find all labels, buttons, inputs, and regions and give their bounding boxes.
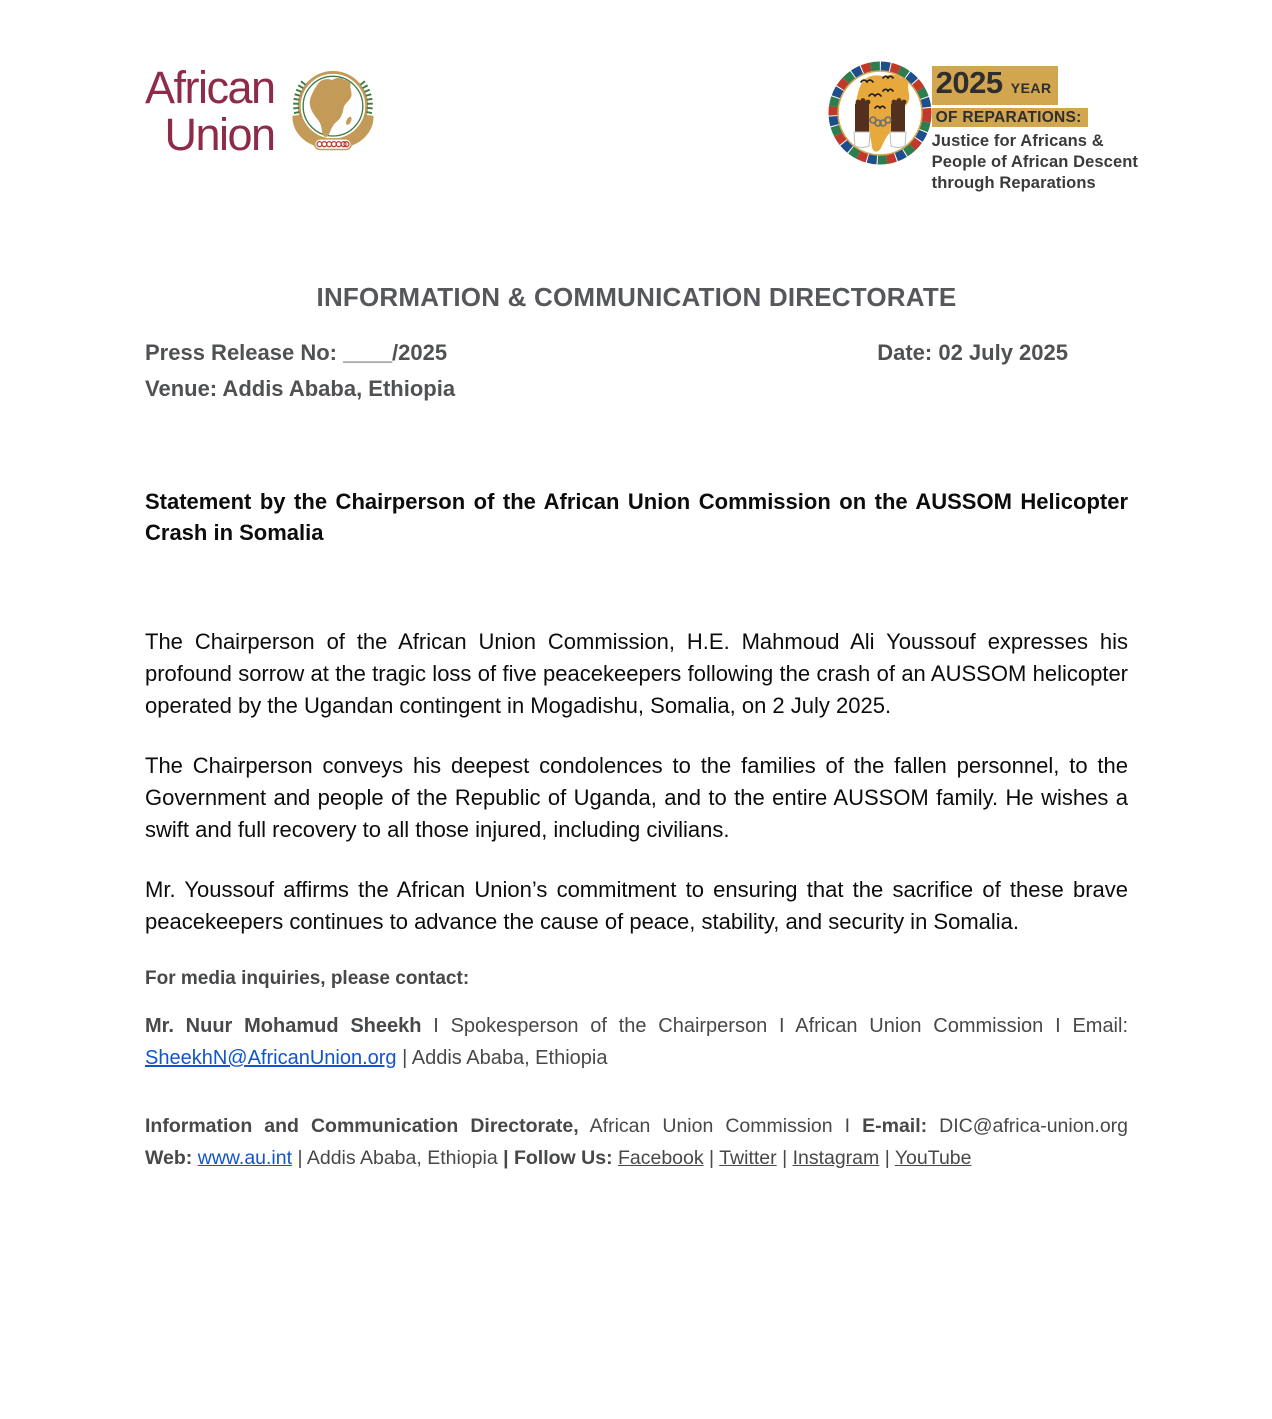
separator: I: [779, 1015, 785, 1037]
footer-location: | Addis Ababa, Ethiopia: [297, 1147, 498, 1169]
african-union-emblem-icon: [279, 58, 385, 162]
statement-paragraph-1: The Chairperson of the African Union Commission, H.E. Mahmoud Ali Youssouf expresses his profound sorrow at the tragic loss of five peacekeepers following the crash of an AUSSOM helicopter operated by the Ugandan contingent in Mogadishu, Somalia, on 2 July 2025.: [145, 629, 1128, 718]
footer-email: DIC@africa-union.org: [939, 1115, 1129, 1137]
separator: |: [782, 1147, 788, 1169]
separator: |: [709, 1147, 715, 1169]
contact-email-link[interactable]: SheekhN@AfricanUnion.org: [145, 1047, 397, 1069]
separator: I: [844, 1115, 851, 1137]
footer-org: African Union Commission: [589, 1115, 833, 1137]
statement-title: Statement by the Chairperson of the African Union Commission on the AUSSOM Helicopter Crash in Somalia: [145, 489, 1128, 545]
au-wordmark-line2: Union: [164, 109, 275, 160]
contact-name: Mr. Nuur Mohamud Sheekh: [145, 1015, 422, 1037]
contact-org: African Union Commission: [795, 1015, 1044, 1037]
au-wordmark-line1: African: [145, 62, 275, 113]
social-link-instagram[interactable]: Instagram: [792, 1147, 880, 1169]
press-release-number: Press Release No: ____/2025: [145, 340, 448, 365]
reparations-emblem-icon: [824, 58, 936, 168]
contact-location: | Addis Ababa, Ethiopia: [402, 1047, 608, 1069]
document-content: [0, 282, 1272, 1174]
footer-web-link[interactable]: www.au.int: [197, 1147, 293, 1169]
statement-paragraph-2: The Chairperson conveys his deepest condolences to the families of the fallen personnel, to the Government and people of the Republic of Uganda, and to the entire AUSSOM family. He wishes a swift and full recovery to all those injured, including civilians.: [145, 753, 1128, 842]
separator: I: [1055, 1015, 1061, 1037]
statement-paragraph-3: Mr. Youssouf affirms the African Union’s commitment to ensuring that the sacrifice of these brave peacekeepers continues to advance the cause of peace, stability, and security in Somalia.: [145, 877, 1128, 934]
reparations-logo-text: [932, 58, 1138, 194]
reparations-subtitle-banner: OF REPARATIONS:: [932, 108, 1088, 127]
separator: |: [884, 1147, 890, 1169]
year-of-reparations-logo: [824, 58, 1138, 194]
header: [0, 0, 1272, 194]
press-release-meta: [145, 340, 1128, 402]
footer-email-label: E-mail:: [862, 1115, 928, 1137]
social-link-twitter[interactable]: Twitter: [719, 1147, 777, 1169]
media-contact-line: [145, 1010, 1128, 1074]
press-release-venue: Venue: Addis Ababa, Ethiopia: [145, 376, 456, 401]
press-release-date: Date: 02 July 2025: [877, 340, 1068, 365]
reparations-year-banner: 2025 YEAR: [932, 66, 1058, 105]
african-union-wordmark: [145, 62, 275, 158]
social-link-youtube[interactable]: YouTube: [894, 1147, 972, 1169]
footer-directorate: Information and Communication Directorate,: [145, 1115, 579, 1137]
footer-web-label: Web:: [145, 1147, 193, 1169]
contact-role: Spokesperson of the Chairperson: [450, 1015, 768, 1037]
separator: I: [433, 1015, 439, 1037]
footer: [145, 1110, 1128, 1174]
reparations-tagline: Justice for Africans & People of African Descent through Reparations: [931, 132, 1138, 192]
separator: |: [503, 1147, 509, 1169]
social-link-facebook[interactable]: Facebook: [617, 1147, 704, 1169]
contact-email-label: Email:: [1072, 1015, 1129, 1037]
african-union-logo: [145, 58, 385, 162]
media-inquiries-heading: For media inquiries, please contact:: [145, 968, 470, 989]
directorate-title: INFORMATION & COMMUNICATION DIRECTORATE: [316, 282, 957, 312]
footer-follow-label: Follow Us:: [513, 1147, 613, 1169]
